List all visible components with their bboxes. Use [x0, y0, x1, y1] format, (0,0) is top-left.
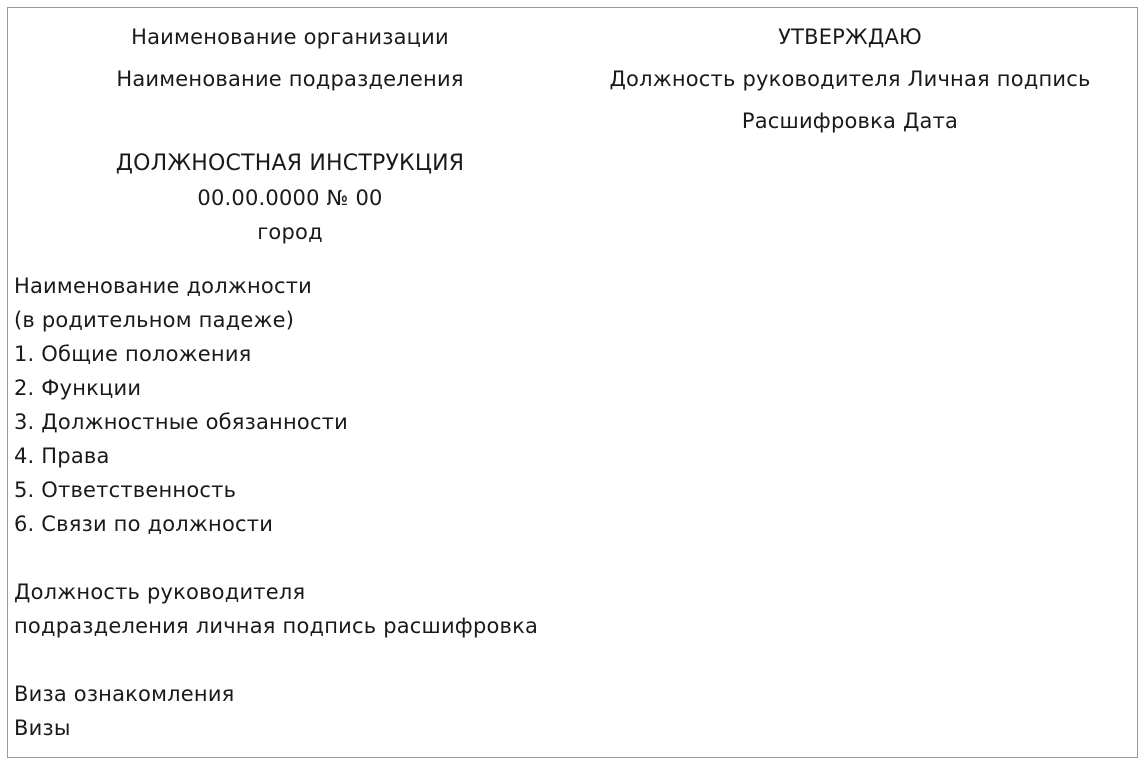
- signature-line-1: Должность руководителя: [14, 580, 306, 604]
- organization-name: Наименование организации: [131, 25, 449, 49]
- approval-line-2: Расшифровка Дата: [741, 109, 959, 133]
- section-item: 4. Права: [14, 444, 110, 468]
- acknowledgement-line-1: Виза ознакомления: [14, 682, 235, 706]
- section-item: 1. Общие положения: [14, 342, 252, 366]
- acknowledgement-line-2: Визы: [14, 716, 71, 740]
- approval-line-1: Должность руководителя Личная подпись: [609, 67, 1091, 91]
- section-item: 5. Ответственность: [14, 478, 237, 502]
- position-name: Наименование должности: [14, 274, 312, 298]
- document-date-number: 00.00.0000 № 00: [197, 186, 383, 210]
- section-item: 6. Связи по должности: [14, 512, 274, 536]
- position-case-note: (в родительном падеже): [14, 308, 295, 332]
- approval-title: УТВЕРЖДАЮ: [778, 25, 922, 49]
- document-title: ДОЛЖНОСТНАЯ ИНСТРУКЦИЯ: [115, 151, 465, 176]
- signature-line-2: подразделения личная подпись расшифровка: [14, 614, 539, 638]
- section-item: 3. Должностные обязанности: [14, 410, 348, 434]
- document-city: город: [257, 220, 323, 244]
- section-item: 2. Функции: [14, 376, 142, 400]
- division-name: Наименование подразделения: [116, 67, 464, 91]
